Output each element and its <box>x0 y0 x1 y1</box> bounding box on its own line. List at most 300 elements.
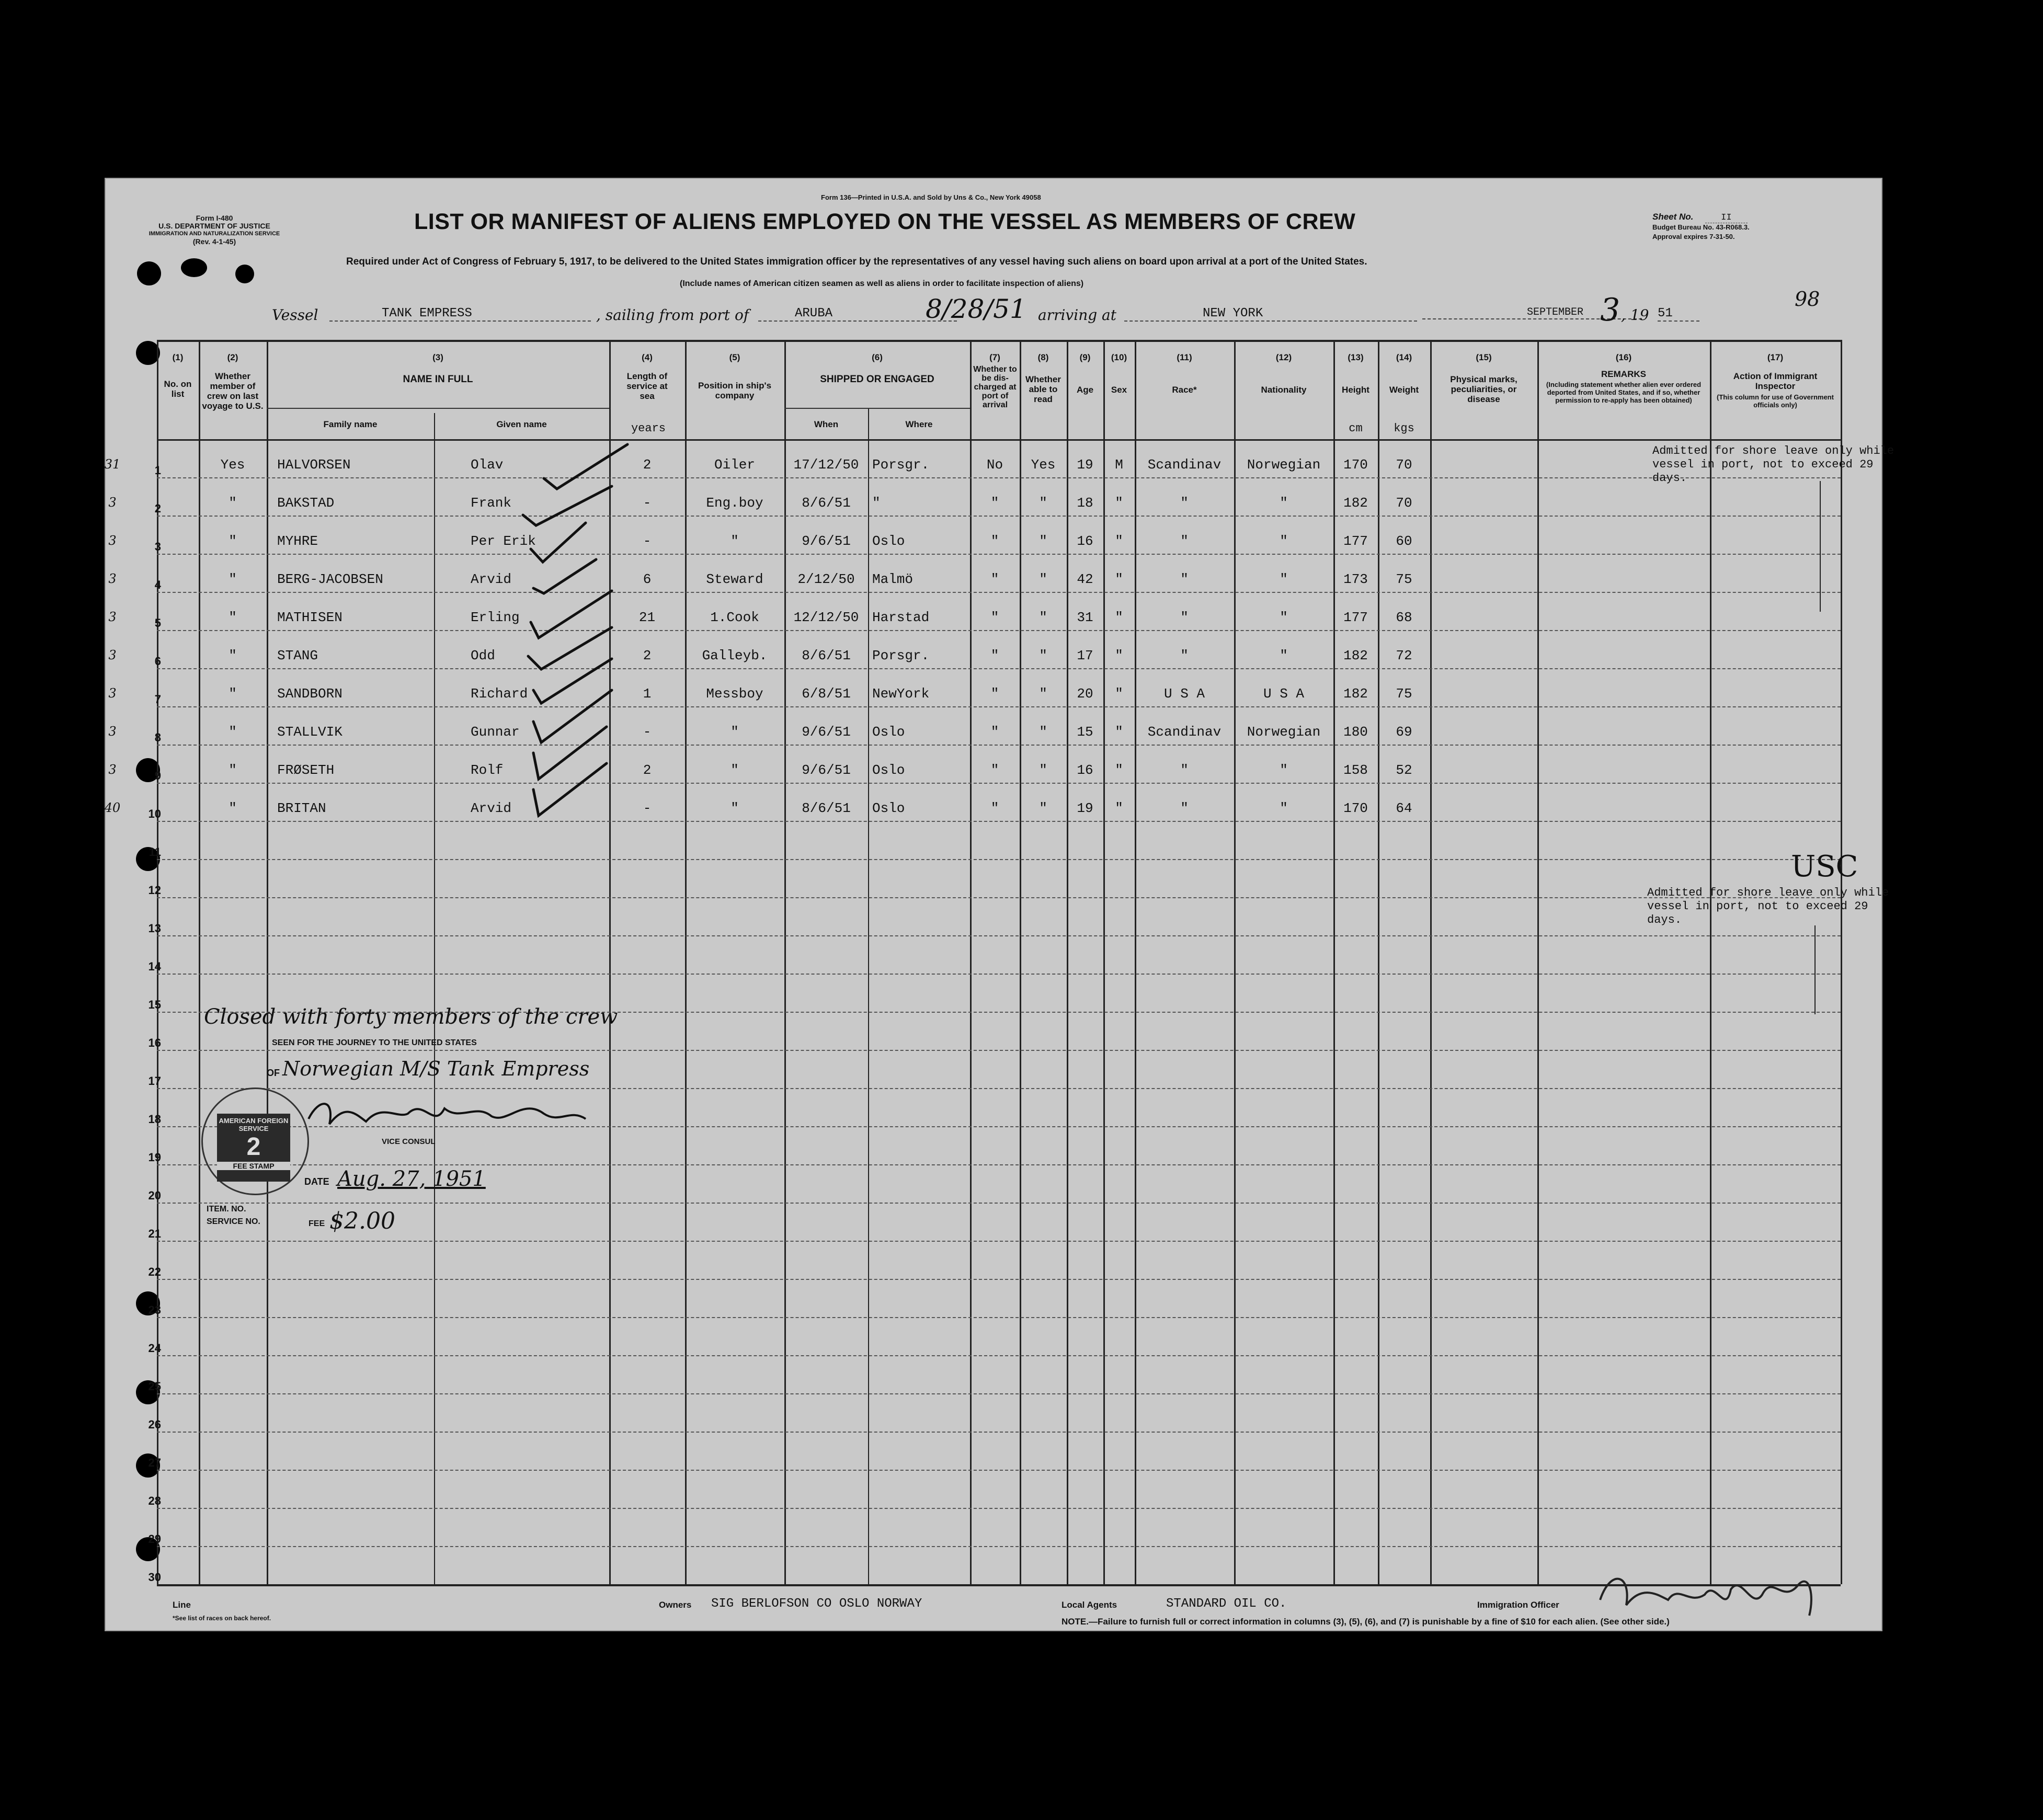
agents-value: STANDARD OIL CO. <box>1166 1597 1287 1611</box>
header-discharged: Whether to be dis-charged at port of arrival <box>973 365 1017 409</box>
col-number: (17) <box>1767 352 1784 362</box>
owners-value: SIG BERLOFSON CO OSLO NORWAY <box>711 1597 922 1611</box>
row-sex: " <box>1115 724 1123 740</box>
row-family-name: SANDBORN <box>277 686 343 702</box>
row-where: Porsgr. <box>872 648 930 663</box>
col-line <box>685 340 687 1584</box>
row-member-prev: " <box>229 800 237 816</box>
col-number: (14) <box>1396 352 1412 362</box>
row-nationality: " <box>1280 495 1288 511</box>
row-height: 182 <box>1343 648 1368 663</box>
punch-hole <box>181 258 207 277</box>
row-service: 2 <box>643 648 652 663</box>
row-family-name: BAKSTAD <box>277 495 335 511</box>
subtitle-note: (Include names of American citizen seamen as well as aliens in order to facilitate inspection of aliens) <box>680 279 1084 288</box>
weight-unit: kgs <box>1394 422 1414 435</box>
row-sex: " <box>1115 571 1123 587</box>
row-family-name: MATHISEN <box>277 610 343 625</box>
row-when: 12/12/50 <box>793 610 859 625</box>
page-title: LIST OR MANIFEST OF ALIENS EMPLOYED ON THE VESSEL AS MEMBERS OF CREW <box>414 209 1356 234</box>
fee-value: $2.00 <box>329 1208 395 1234</box>
row-given-name: Rolf <box>471 762 504 778</box>
header-where: Where <box>905 419 933 429</box>
col-line <box>1135 340 1136 1584</box>
col-line <box>1234 340 1236 1584</box>
row-height: 182 <box>1343 686 1368 702</box>
row-number: 14 <box>148 960 161 973</box>
row-nationality: " <box>1280 571 1288 587</box>
row-number: 12 <box>148 884 161 897</box>
col-number: (6) <box>872 352 883 362</box>
header-bottom-line <box>157 439 1841 441</box>
row-where: Malmö <box>872 571 914 587</box>
form-number: Form I-480 <box>196 214 233 222</box>
row-number: 11 <box>149 845 161 859</box>
row-tally: 3 <box>108 686 117 701</box>
col-number: (15) <box>1476 352 1492 362</box>
col-line <box>434 413 435 1584</box>
row-age: 31 <box>1077 610 1093 625</box>
row-line <box>157 859 1841 860</box>
row-number: 19 <box>148 1151 161 1164</box>
row-line <box>157 630 1841 631</box>
fee-label: FEE <box>309 1219 325 1228</box>
row-number: 21 <box>148 1227 161 1240</box>
row-line <box>157 1088 1841 1089</box>
row-line <box>157 516 1841 517</box>
row-where: Porsgr. <box>872 457 930 473</box>
sheet-info <box>1652 212 1750 242</box>
row-discharged: " <box>990 610 999 625</box>
row-line <box>157 668 1841 669</box>
arrival-day: 3 <box>1600 292 1620 328</box>
row-line <box>157 1279 1841 1280</box>
row-line <box>157 477 1841 478</box>
row-given-name: Richard <box>471 686 528 702</box>
row-tally: 3 <box>108 495 117 510</box>
col-line <box>267 340 268 1584</box>
col-line <box>199 340 200 1584</box>
row-weight: 70 <box>1396 495 1412 511</box>
row-number: 18 <box>148 1113 161 1126</box>
row-age: 16 <box>1077 762 1093 778</box>
row-family-name: STANG <box>277 648 318 663</box>
row-service: 6 <box>643 571 652 587</box>
vessel-name: TANK EMPRESS <box>329 306 591 322</box>
row-nationality: Norwegian <box>1247 724 1321 740</box>
row-number: 30 <box>148 1571 161 1584</box>
row-line <box>157 1241 1841 1242</box>
arrival-year: 51 <box>1658 306 1699 322</box>
row-line <box>157 1432 1841 1433</box>
header-sex: Sex <box>1111 385 1127 395</box>
row-number: 3 <box>154 540 161 553</box>
header-given-name: Given name <box>496 419 547 429</box>
row-where: " <box>872 495 881 511</box>
row-weight: 69 <box>1396 724 1412 740</box>
row-given-name: Gunnar <box>471 724 520 740</box>
row-number: 17 <box>148 1074 161 1088</box>
consul-signature <box>303 1093 596 1140</box>
col-number: (3) <box>432 352 443 362</box>
date-label: DATE <box>304 1176 329 1187</box>
row-weight: 75 <box>1396 686 1412 702</box>
row-number: 26 <box>148 1418 161 1431</box>
header-age: Age <box>1076 385 1094 395</box>
row-nationality: " <box>1280 800 1288 816</box>
header-physical: Physical marks, peculiarities, or disease <box>1450 374 1517 404</box>
departure-port: ARUBA <box>758 306 957 322</box>
row-height: 173 <box>1343 571 1368 587</box>
row-age: 20 <box>1077 686 1093 702</box>
row-given-name: Arvid <box>471 800 512 816</box>
col-number: (4) <box>642 352 653 362</box>
row-discharged: " <box>990 724 999 740</box>
header-shipped: SHIPPED OR ENGAGED <box>820 374 934 385</box>
row-discharged: " <box>990 686 999 702</box>
row-service: 21 <box>638 610 656 625</box>
row-weight: 60 <box>1396 533 1412 549</box>
usc-mark: USC <box>1791 850 1858 884</box>
row-given-name: Frank <box>471 495 512 511</box>
row-number: 10 <box>148 807 161 820</box>
row-position: Oiler <box>714 457 755 473</box>
row-tally: 3 <box>108 648 117 662</box>
agents-label: Local Agents <box>1062 1600 1117 1610</box>
row-read: " <box>1039 724 1047 740</box>
printer-line: Form 136—Printed in U.S.A. and Sold by Uns & Co., New York 49058 <box>821 193 1041 201</box>
height-unit: cm <box>1349 422 1363 435</box>
seen-label: SEEN FOR THE JOURNEY TO THE UNITED STATES <box>272 1038 477 1047</box>
header-able-read: Whether able to read <box>1025 374 1061 404</box>
row-read: " <box>1039 533 1047 549</box>
col-line <box>1710 340 1711 1584</box>
arriving-label: arriving at <box>1038 306 1116 324</box>
header-no-on-list: No. on list <box>164 379 192 399</box>
row-number: 7 <box>154 693 161 706</box>
row-where: Harstad <box>872 610 930 625</box>
row-when: 8/6/51 <box>802 648 851 663</box>
of-label: OF <box>267 1068 280 1078</box>
col-line <box>1430 340 1432 1584</box>
row-where: NewYork <box>872 686 930 702</box>
row-given-name: Per Erik <box>471 533 536 549</box>
remark-bracket <box>1814 925 1816 1014</box>
punch-hole <box>235 265 254 283</box>
row-number: 13 <box>148 922 161 935</box>
row-sex: " <box>1115 800 1123 816</box>
row-member-prev: Yes <box>220 457 245 473</box>
owners-label: Owners <box>659 1600 692 1610</box>
col-number: (11) <box>1177 352 1192 362</box>
row-member-prev: " <box>229 610 237 625</box>
row-age: 17 <box>1077 648 1093 663</box>
row-line <box>157 821 1841 822</box>
row-when: 6/8/51 <box>802 686 851 702</box>
remark-shore-leave-2: Admitted for shore leave only while vessel in port, not to exceed 29 days. <box>1647 886 1889 926</box>
row-number: 16 <box>148 1036 161 1049</box>
row-service: - <box>643 800 652 816</box>
header-member-prev: Whether member of crew on last voyage to U.S. <box>202 371 264 411</box>
row-tally: 3 <box>108 724 117 739</box>
row-race: U S A <box>1163 686 1205 702</box>
row-weight: 64 <box>1396 800 1412 816</box>
row-number: 23 <box>148 1303 161 1317</box>
row-discharged: " <box>990 648 999 663</box>
row-position: 1.Cook <box>710 610 759 625</box>
sheet-label: Sheet No. <box>1652 212 1694 222</box>
row-age: 19 <box>1077 457 1093 473</box>
row-family-name: BRITAN <box>277 800 326 816</box>
col-number: (9) <box>1079 352 1091 362</box>
row-race: Scandinav <box>1147 724 1222 740</box>
row-family-name: MYHRE <box>277 533 318 549</box>
row-race: Scandinav <box>1147 457 1222 473</box>
row-height: 170 <box>1343 800 1368 816</box>
row-tally: 3 <box>108 610 117 624</box>
arrival-year-prefix: , 19 <box>1621 306 1649 324</box>
arrival-port: NEW YORK <box>1124 306 1417 322</box>
row-number: 22 <box>148 1265 161 1278</box>
stamp-label: FEE STAMP <box>217 1162 290 1170</box>
row-when: 8/6/51 <box>802 495 851 511</box>
row-service: 2 <box>643 762 652 778</box>
years-unit: years <box>631 422 666 435</box>
header-weight: Weight <box>1389 385 1419 395</box>
row-number: 28 <box>148 1494 161 1507</box>
row-number: 29 <box>148 1532 161 1546</box>
table-bottom-border <box>157 1584 1841 1586</box>
sheet-number: II <box>1705 213 1747 223</box>
row-service: - <box>643 724 652 740</box>
header-when: When <box>814 419 839 429</box>
header-name-in-full: NAME IN FULL <box>403 374 473 385</box>
row-member-prev: " <box>229 762 237 778</box>
row-given-name: Erling <box>471 610 520 625</box>
row-when: 17/12/50 <box>793 457 859 473</box>
row-height: 177 <box>1343 533 1368 549</box>
row-race: " <box>1180 800 1189 816</box>
col-number: (10) <box>1111 352 1127 362</box>
row-read: " <box>1039 686 1047 702</box>
item-label: ITEM. NO. <box>207 1205 246 1214</box>
row-read: " <box>1039 495 1047 511</box>
form-identity <box>146 214 282 246</box>
row-family-name: BERG-JACOBSEN <box>277 571 383 587</box>
table-top-border <box>157 340 1841 342</box>
row-given-name: Arvid <box>471 571 512 587</box>
row-given-name: Olav <box>471 457 504 473</box>
col-line <box>1067 340 1068 1584</box>
col-number: (7) <box>989 352 1000 362</box>
row-line <box>157 745 1841 746</box>
row-family-name: HALVORSEN <box>277 457 351 473</box>
row-position: " <box>731 724 739 740</box>
col-number: (5) <box>729 352 740 362</box>
row-service: - <box>643 533 652 549</box>
col-number: (8) <box>1037 352 1049 362</box>
row-race: " <box>1180 762 1189 778</box>
row-read: " <box>1039 648 1047 663</box>
row-height: 170 <box>1343 457 1368 473</box>
subtitle: Required under Act of Congress of February 5, 1917, to be delivered to the United States immigration officer by the representatives of any vessel having such aliens on board upon arrival at a port of the United States. <box>346 256 1367 267</box>
remark-shore-leave-1: Admitted for shore leave only while vessel in port, not to exceed 29 days. <box>1652 444 1894 485</box>
row-line <box>157 935 1841 936</box>
row-number: 6 <box>154 655 161 668</box>
remark-bracket <box>1820 481 1821 612</box>
row-line <box>157 1470 1841 1471</box>
row-where: Oslo <box>872 533 905 549</box>
header-remarks-sub: (Including statement whether alien ever ordered deported from United States, and if so, whether permission to re-apply has been obtained) <box>1546 381 1702 404</box>
row-sex: " <box>1115 648 1123 663</box>
row-line <box>157 974 1841 975</box>
officer-label: Immigration Officer <box>1477 1600 1559 1610</box>
row-where: Oslo <box>872 724 905 740</box>
header-family-name: Family name <box>323 419 378 429</box>
row-nationality: " <box>1280 533 1288 549</box>
row-age: 42 <box>1077 571 1093 587</box>
row-discharged: " <box>990 495 999 511</box>
page-number: 98 <box>1795 288 1820 311</box>
row-family-name: STALLVIK <box>277 724 343 740</box>
row-sex: " <box>1115 495 1123 511</box>
punch-hole <box>137 261 161 285</box>
row-line <box>157 706 1841 707</box>
row-when: 9/6/51 <box>802 533 851 549</box>
header-length-service: Length of service at sea <box>626 371 668 401</box>
col-number: (16) <box>1615 352 1632 362</box>
row-line <box>157 1508 1841 1509</box>
row-given-name: Odd <box>471 648 495 663</box>
row-discharged: " <box>990 762 999 778</box>
row-line <box>157 592 1841 593</box>
row-when: 9/6/51 <box>802 724 851 740</box>
col-number: (13) <box>1348 352 1364 362</box>
row-position: Steward <box>706 571 763 587</box>
row-age: 15 <box>1077 724 1093 740</box>
row-height: 177 <box>1343 610 1368 625</box>
row-nationality: " <box>1280 610 1288 625</box>
sailing-label: , sailing from port of <box>596 306 749 324</box>
row-service: - <box>643 495 652 511</box>
row-race: " <box>1180 610 1189 625</box>
header-remarks: REMARKS <box>1601 369 1646 379</box>
col-line <box>1537 340 1539 1584</box>
row-tally: 31 <box>104 457 121 472</box>
row-line <box>157 1317 1841 1318</box>
row-position: Messboy <box>706 686 763 702</box>
row-number: 5 <box>154 616 161 629</box>
row-member-prev: " <box>229 533 237 549</box>
shipped-subheader-line <box>784 408 970 409</box>
row-position: " <box>731 533 739 549</box>
col-number: (1) <box>172 352 184 362</box>
fee-stamp <box>217 1114 290 1182</box>
row-service: 2 <box>643 457 652 473</box>
col-line <box>1020 340 1021 1584</box>
row-sex: " <box>1115 762 1123 778</box>
row-line <box>157 554 1841 555</box>
row-number: 20 <box>148 1189 161 1202</box>
row-read: " <box>1039 610 1047 625</box>
row-height: 182 <box>1343 495 1368 511</box>
handwritten-date: 8/28/51 <box>926 294 1026 324</box>
row-when: 8/6/51 <box>802 800 851 816</box>
col-number: (2) <box>227 352 238 362</box>
row-weight: 72 <box>1396 648 1412 663</box>
row-nationality: U S A <box>1263 686 1304 702</box>
row-line <box>157 1393 1841 1394</box>
row-number: 15 <box>148 998 161 1011</box>
row-tally: 3 <box>108 533 117 548</box>
header-action: Action of Immigrant Inspector <box>1733 371 1818 391</box>
col-line <box>784 340 786 1584</box>
row-service: 1 <box>643 686 652 702</box>
row-member-prev: " <box>229 648 237 663</box>
row-tally: 3 <box>108 762 117 777</box>
row-family-name: FRØSETH <box>277 762 335 778</box>
col-line <box>1333 340 1335 1584</box>
row-age: 19 <box>1077 800 1093 816</box>
row-when: 2/12/50 <box>797 571 855 587</box>
row-weight: 52 <box>1396 762 1412 778</box>
col-line <box>970 340 972 1584</box>
seen-vessel: Norwegian M/S Tank Empress <box>282 1057 590 1080</box>
row-weight: 68 <box>1396 610 1412 625</box>
vessel-label: Vessel <box>272 306 318 324</box>
row-position: Eng.boy <box>706 495 763 511</box>
row-age: 18 <box>1077 495 1093 511</box>
row-race: " <box>1180 648 1189 663</box>
row-read: " <box>1039 571 1047 587</box>
crew-table <box>104 340 1894 1584</box>
row-number: 25 <box>148 1380 161 1393</box>
row-race: " <box>1180 495 1189 511</box>
row-line <box>157 1355 1841 1356</box>
row-when: 9/6/51 <box>802 762 851 778</box>
row-number: 1 <box>154 464 161 477</box>
row-weight: 75 <box>1396 571 1412 587</box>
row-member-prev: " <box>229 686 237 702</box>
row-number: 9 <box>154 769 161 782</box>
budget-bureau: Budget Bureau No. 43-R068.3. <box>1652 223 1750 231</box>
row-tally: 3 <box>108 571 117 586</box>
row-number: 2 <box>154 502 161 515</box>
row-number: 24 <box>148 1342 161 1355</box>
row-sex: " <box>1115 610 1123 625</box>
row-member-prev: " <box>229 724 237 740</box>
header-race: Race* <box>1172 385 1197 395</box>
col-line <box>1841 340 1842 1584</box>
row-line <box>157 1203 1841 1204</box>
row-discharged: " <box>990 533 999 549</box>
row-age: 16 <box>1077 533 1093 549</box>
col-number: (12) <box>1275 352 1292 362</box>
row-line <box>157 783 1841 784</box>
row-where: Oslo <box>872 762 905 778</box>
races-note: *See list of races on back hereof. <box>173 1615 271 1622</box>
row-number: 4 <box>154 578 161 591</box>
row-height: 180 <box>1343 724 1368 740</box>
stamp-text: AMERICAN FOREIGN SERVICE <box>219 1117 289 1132</box>
row-number: 27 <box>148 1456 161 1469</box>
row-member-prev: " <box>229 495 237 511</box>
row-race: " <box>1180 571 1189 587</box>
row-position: " <box>731 762 739 778</box>
consul-title: VICE CONSUL <box>382 1137 436 1146</box>
line-label: Line <box>173 1600 191 1610</box>
row-nationality: " <box>1280 762 1288 778</box>
